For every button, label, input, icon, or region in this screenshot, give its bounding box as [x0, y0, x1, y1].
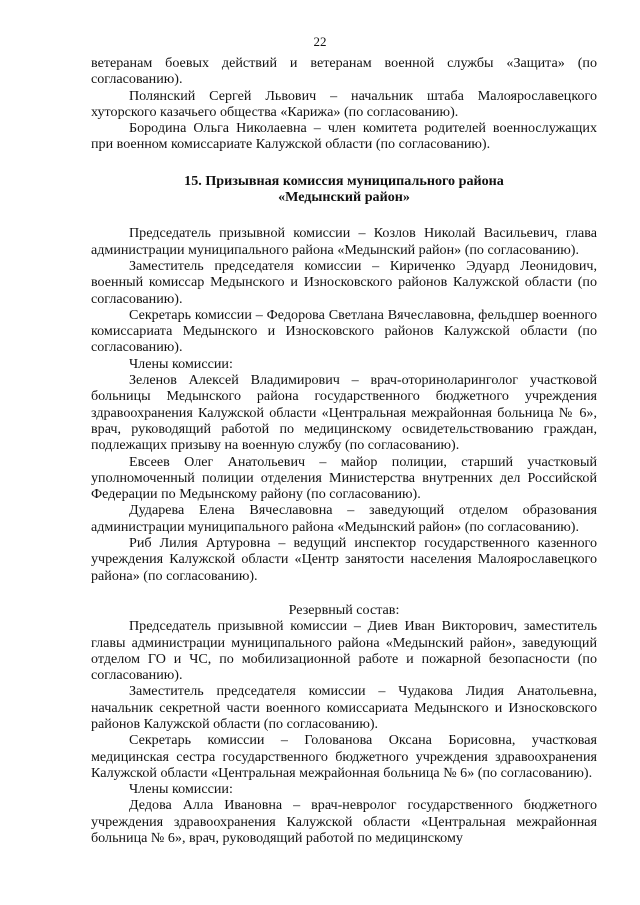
reserve-title: Резервный состав: — [288, 601, 400, 618]
members-label: Члены комиссии: — [129, 355, 233, 372]
section-title-line-1: 15. Призывная комиссия муниципального района — [184, 172, 504, 189]
section-title-line-2: «Медынский район» — [278, 189, 410, 206]
page-body — [91, 55, 597, 846]
member-item: Дударева Елена Вячеславовна – заведующий отделом образования администрации муниципального района «Медынский район» (по согласованию). — [91, 502, 597, 535]
page-number: 22 — [313, 34, 327, 49]
reserve-chair: Председатель призывной комиссии – Диев Иван Викторович, заместитель главы администрации муниципального района «Медынский район», заведующий отделом ГО и ЧС, по мобилизационной работе и пожарной безопасности (по согласованию). — [91, 618, 597, 684]
reserve-deputy: Заместитель председателя комиссии – Чудакова Лидия Анатольевна, начальник секретной части военного комиссариата Медынского и Износковского районов Калужской области (по согласованию). — [91, 683, 597, 732]
reserve-member-item: Дедова Алла Ивановна – врач-невролог государственного бюджетного учреждения здравоохранения Калужской области «Центральная межрайонная больница № 6», врач, руководящий работой по медицинскому — [91, 797, 597, 847]
member-item: Зеленов Алексей Владимирович – врач-оториноларинголог участковой больницы Медынского района государственного бюджетного учреждения здравоохранения Калужской области «Центральная межрайонная больница № 6», врач, руководящий работой по медицинскому освидетельствованию граждан, подлежащих призыву на военную службу (по согласованию). — [91, 372, 597, 454]
member-item: Риб Лилия Артуровна – ведущий инспектор государственного казенного учреждения Калужской области «Центр занятости населения Малоярославецкого района» (по согласованию). — [91, 535, 597, 584]
reserve-secretary: Секретарь комиссии – Голованова Оксана Борисовна, участковая медицинская сестра государственного бюджетного учреждения здравоохранения Калужской области «Центральная межрайонная больница № 6» (по согласованию). — [91, 732, 597, 781]
reserve-members-label: Члены комиссии: — [129, 781, 233, 798]
commission-secretary: Секретарь комиссии – Федорова Светлана Вячеславовна, фельдшер военного комиссариата Медынского и Износковского районов Калужской области (по согласованию). — [91, 306, 597, 356]
intro-paragraph-1: Полянский Сергей Львович – начальник штаба Малоярославецкого хуторского казачьего общества «Карижа» (по согласованию). — [91, 87, 597, 120]
commission-deputy: Заместитель председателя комиссии – Кириченко Эдуард Леонидович, военный комиссар Медынского и Износковского районов Калужской области (по согласованию). — [91, 257, 597, 307]
intro-paragraph-0: ветеранам боевых действий и ветеранам военной службы «Защита» (по согласованию). — [91, 55, 597, 88]
commission-chair: Председатель призывной комиссии – Козлов Николай Васильевич, глава администрации муниципального района «Медынский район» (по согласованию). — [91, 225, 597, 258]
member-item: Евсеев Олег Анатольевич – майор полиции, старший участковый уполномоченный полиции отделения Министерства внутренних дел Российской Федерации по Медынскому району (по согласованию). — [91, 453, 597, 503]
intro-paragraph-2: Бородина Ольга Николаевна – член комитета родителей военнослужащих при военном комиссариате Калужской области (по согласованию). — [91, 120, 597, 153]
